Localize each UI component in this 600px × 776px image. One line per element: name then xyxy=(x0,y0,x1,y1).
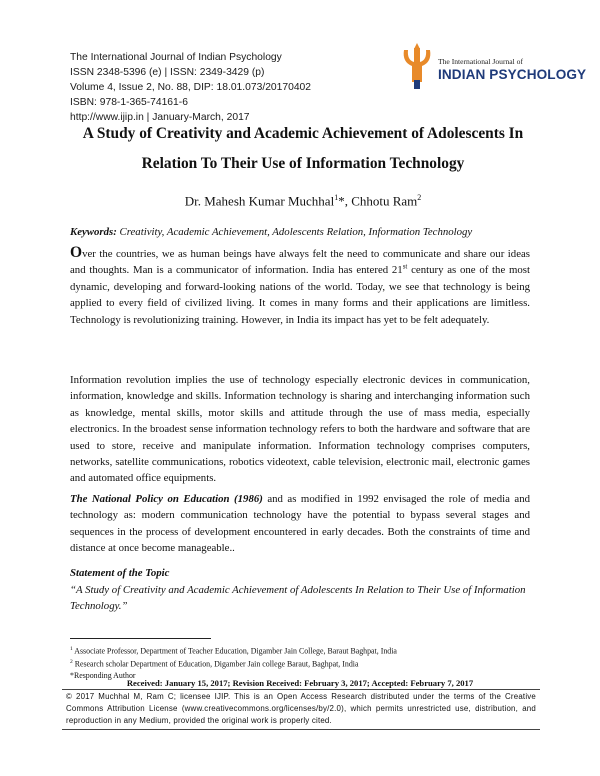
paragraph-2: Information revolution implies the use of technology especially electronic devices in communication, information, knowledge and skills. Information technology is sharing and interchanging information such as knowledge, mental skills, motor skills and attitude through the use of mass media, especially electronics. In the broadest sense information technology refers to both the hardware and software that are used to store, receive and manipulate information. Information technology comprises computers, networks, satellite communications, robotics videotext, cable television, electronic mail, electronic games and automated office equipments. xyxy=(70,374,530,485)
footnote-2-text: Research scholar Department of Education, Digamber Jain college Baraut, Baghpat, India xyxy=(72,659,359,669)
ordinal-suffix: st xyxy=(402,262,408,271)
keywords-text: Creativity, Academic Achievement, Adolescents Relation, Information Technology xyxy=(119,226,473,238)
logo-big-text: INDIAN PSYCHOLOGY xyxy=(438,67,587,82)
drop-cap: O xyxy=(70,244,83,261)
journal-logo xyxy=(398,42,587,90)
paragraph-3-text: and as modified in 1992 envisaged the role of media and technology as: modern communication technology have the potential to bypass several stages and sequences in the process of development encountered in early decades. Both the constraints of time and distance at once become manageable.. xyxy=(70,493,530,555)
footnote-3: *Responding Author xyxy=(70,670,136,680)
license-bottom-rule xyxy=(62,729,540,730)
author-2-affiliation-mark: 2 xyxy=(417,193,422,202)
journal-url-date: http://www.ijip.in | January-March, 2017 xyxy=(70,112,250,123)
journal-header xyxy=(70,50,311,125)
paragraph-1-text-b: century as one of the most dynamic, developing and forward-looking nations of the world. Today, we see that technology is being applied to every field of civilized living. It comes in many forms and their applications are limitless. Technology is revolutionizing training. However, in India its impact has yet to be felt adequately. xyxy=(70,264,530,326)
keywords-label: Keywords: xyxy=(70,226,117,238)
author-line xyxy=(60,193,546,209)
journal-volume-doi: Volume 4, Issue 2, No. 88, DIP: 18.01.073/20170402 xyxy=(70,82,312,93)
license-notice: © 2017 Muchhal M, Ram C; licensee IJIP. This is an Open Access Research distributed under the terms of the Creative Commons Attribution License (www.creativecommons.org/licenses/by/2.0), which permits unrestricted use, distribution, and reproduction in any Medium, provided the original work is properly cited. xyxy=(66,692,536,725)
paper-title-line-2: Relation To Their Use of Information Technology xyxy=(141,155,465,172)
footnote-divider xyxy=(70,638,211,639)
policy-reference: The National Policy on Education (1986) xyxy=(70,493,263,505)
paragraph-1 xyxy=(70,245,530,328)
footnotes xyxy=(70,644,397,681)
author-1-affiliation-mark: 1 xyxy=(334,193,339,202)
trident-icon xyxy=(398,42,436,90)
statement-heading: Statement of the Topic xyxy=(70,567,170,579)
journal-name: The International Journal of Indian Psychology xyxy=(70,52,282,63)
keywords-line xyxy=(70,226,472,238)
paragraph-3 xyxy=(70,491,530,557)
logo-small-text: The International Journal of xyxy=(438,57,523,66)
statement-text: “A Study of Creativity and Academic Achievement of Adolescents In Relation to Their Use of Information Technology.” xyxy=(70,584,526,612)
journal-isbn: ISBN: 978-1-365-74161-6 xyxy=(70,97,188,108)
footnote-1-mark: 1 xyxy=(70,646,73,652)
license-top-rule xyxy=(62,689,540,690)
footnote-1 xyxy=(70,644,397,657)
author-2: Chhotu Ram xyxy=(351,193,418,209)
journal-issn: ISSN 2348-5396 (e) | ISSN: 2349-3429 (p) xyxy=(70,67,265,78)
author-1-star: *, xyxy=(338,193,352,209)
paragraph-1-text-a: ver the countries, we as human beings have always felt the need to communicate and share our ideas and thoughts. Man is a communicator of information. India has entered 21 xyxy=(70,248,530,277)
received-dates: Received: January 15, 2017; Revision Received: February 3, 2017; Accepted: February 7, 2017 xyxy=(126,678,474,688)
paper-title-line-1: A Study of Creativity and Academic Achievement of Adolescents In xyxy=(82,125,524,142)
footnote-2 xyxy=(70,657,397,670)
author-1: Dr. Mahesh Kumar Muchhal xyxy=(184,193,335,209)
footnote-2-mark: 2 xyxy=(70,658,73,665)
footnote-1-text: Associate Professor, Department of Teacher Education, Digamber Jain College, Baraut Baghpat, India xyxy=(72,646,397,656)
